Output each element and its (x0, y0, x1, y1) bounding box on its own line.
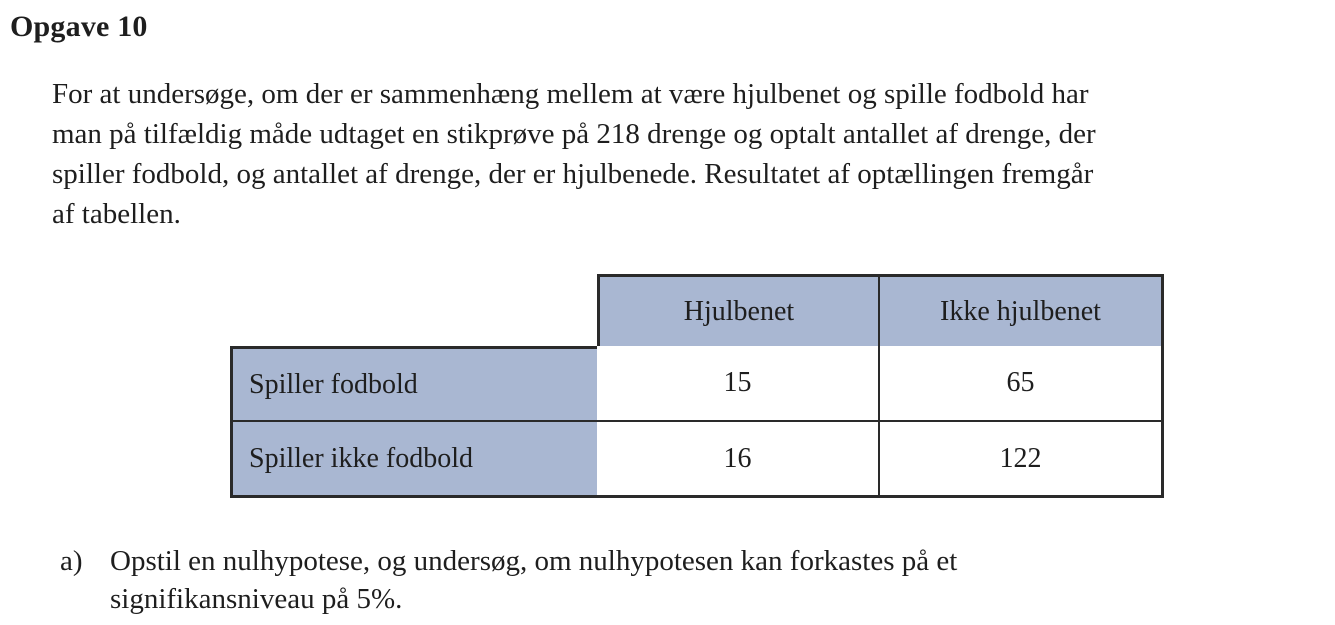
intro-line: For at undersøge, om der er sammenhæng mellem at være hjulbenet og spille fodbold har (52, 78, 1089, 110)
row-label-spiller-ikke-fodbold: Spiller ikke fodbold (230, 422, 599, 498)
question-marker: a) (60, 545, 83, 577)
contingency-table (230, 274, 1164, 498)
column-header-hjulbenet: Hjulbenet (597, 274, 880, 348)
question-text (110, 542, 1260, 618)
question-line: Opstil en nulhypotese, og undersøg, om nulhypotesen kan forkastes på et (110, 545, 958, 577)
column-header-ikke-hjulbenet: Ikke hjulbenet (880, 274, 1164, 348)
table-cell: 65 (880, 346, 1164, 422)
intro-paragraph (52, 74, 1327, 234)
exercise-heading: Opgave 10 (10, 10, 148, 43)
row-label-spiller-fodbold: Spiller fodbold (230, 346, 599, 422)
question-line: signifikansniveau på 5%. (110, 583, 403, 615)
table-cell: 122 (880, 422, 1164, 498)
intro-line: man på tilfældig måde udtaget en stikprøve på 218 drenge og optalt antallet af drenge, der (52, 118, 1096, 150)
intro-line: spiller fodbold, og antallet af drenge, der er hjulbenede. Resultatet af optællingen fremgår (52, 158, 1094, 190)
intro-line: af tabellen. (52, 198, 181, 230)
table-cell: 16 (597, 422, 880, 498)
table-cell: 15 (597, 346, 880, 422)
